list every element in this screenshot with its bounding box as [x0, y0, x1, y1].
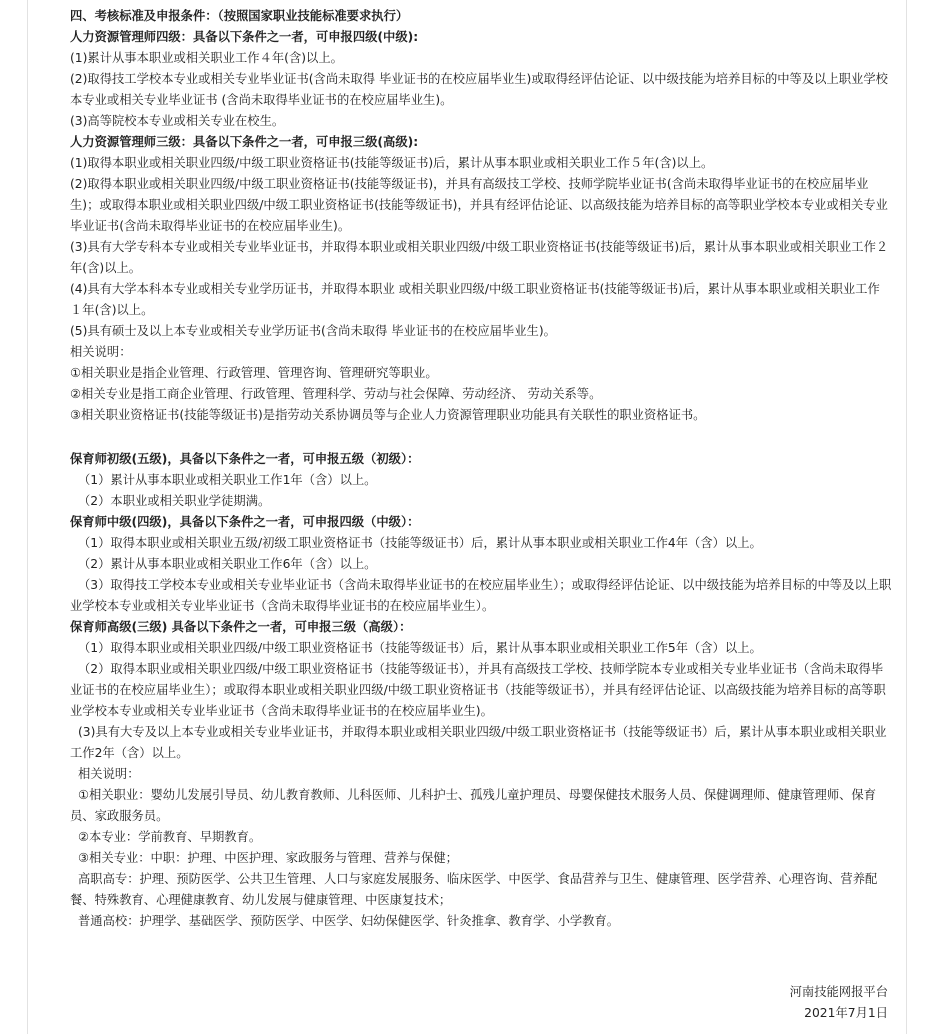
section-heading: 保育师初级(五级)，具备以下条件之一者，可申报五级（初级）：	[70, 452, 420, 466]
section-gap	[70, 426, 892, 449]
footer-source: 河南技能网报平台	[789, 985, 888, 999]
condition-paragraph: （1）取得本职业或相关职业四级/中级工职业资格证书（技能等级证书）后，累计从事本职业或相关职业工作5年（含）以上。	[78, 641, 762, 655]
condition-paragraph: (3)高等院校本专业或相关专业在校生。	[70, 114, 285, 128]
condition-paragraph: ①相关职业：婴幼儿发展引导员、幼儿教育教师、儿科医师、儿科护士、孤残儿童护理员、母婴保健技术服务人员、保健调理师、健康管理师、保育员、家政服务员。	[70, 788, 877, 823]
document-section	[70, 449, 892, 932]
condition-paragraph: 高职高专：护理、预防医学、公共卫生管理、人口与家庭发展服务、临床医学、中医学、食品营养与卫生、健康管理、医学营养、心理咨询、营养配餐、特殊教育、心理健康教育、幼儿发展与健康管理、中医康复技术；	[70, 872, 878, 907]
condition-paragraph: 相关说明：	[70, 345, 132, 359]
section-heading: 四、考核标准及申报条件：（按照国家职业技能标准要求执行）	[70, 9, 409, 23]
section-heading: 保育师高级(三级) 具备以下条件之一者，可申报三级（高级）：	[70, 620, 412, 634]
document-body	[70, 6, 892, 932]
condition-paragraph: ②本专业：学前教育、早期教育。	[78, 830, 262, 844]
condition-paragraph: ①相关职业是指企业管理、行政管理、管理咨询、管理研究等职业。	[70, 366, 438, 380]
condition-paragraph: （2）累计从事本职业或相关职业工作6年（含）以上。	[78, 557, 377, 571]
condition-paragraph: (1)累计从事本职业或相关职业工作４年(含)以上。	[70, 51, 343, 65]
condition-paragraph: ③相关专业：中职：护理、中医护理、家政服务与管理、营养与保健；	[78, 851, 458, 865]
document-footer	[790, 982, 888, 1024]
document-section	[70, 6, 892, 426]
condition-paragraph: ③相关职业资格证书(技能等级证书)是指劳动关系协调员等与企业人力资源管理职业功能具有关联性的职业资格证书。	[70, 408, 706, 422]
condition-paragraph: （2）取得本职业或相关职业四级/中级工职业资格证书（技能等级证书），并具有高级技工学校、技师学院本专业或相关专业毕业证书（含尚未取得毕业证书的在校应届毕业生）；或取得本职业或相关职业四级/中级工职业资格证书（技能等级证书），并具有经评估论证、以高级技能为培养目标的高等职业学校本专业或相关专业毕业证书（含尚未取得毕业证书的在校应届毕业生)。	[70, 662, 886, 718]
condition-paragraph: (4)具有大学本科本专业或相关专业学历证书，并取得本职业 或相关职业四级/中级工职业资格证书(技能等级证书)后，累计从事本职业或相关职业工作１年(含)以上。	[70, 282, 880, 317]
condition-paragraph: (3)具有大学专科本专业或相关专业毕业证书，并取得本职业或相关职业四级/中级工职业资格证书(技能等级证书)后，累计从事本职业或相关职业工作２年(含)以上。	[70, 240, 889, 275]
condition-paragraph: (3)具有大专及以上本专业或相关专业毕业证书，并取得本职业或相关职业四级/中级工职业资格证书（技能等级证书）后，累计从事本职业或相关职业工作2年（含）以上。	[70, 725, 887, 760]
section-heading: 人力资源管理师三级：具备以下条件之一者，可申报三级(高级):	[70, 135, 419, 149]
condition-paragraph: (1)取得本职业或相关职业四级/中级工职业资格证书(技能等级证书)后，累计从事本职业或相关职业工作５年(含)以上。	[70, 156, 714, 170]
condition-paragraph: (2)取得技工学校本专业或相关专业毕业证书(含尚未取得 毕业证书的在校应届毕业生)或取得经评估论证、以中级技能为培养目标的中等及以上职业学校本专业或相关专业毕业证书 (含尚未取得毕业证书的在校应届毕业生)。	[70, 72, 888, 107]
condition-paragraph: 普通高校：护理学、基础医学、预防医学、中医学、妇幼保健医学、针灸推拿、教育学、小学教育。	[78, 914, 620, 928]
section-heading: 保育师中级(四级)，具备以下条件之一者，可申报四级（中级）：	[70, 515, 420, 529]
condition-paragraph: ②相关专业是指工商企业管理、行政管理、管理科学、劳动与社会保障、劳动经济、 劳动关系等。	[70, 387, 602, 401]
footer-date: 2021年7月1日	[804, 1006, 888, 1020]
condition-paragraph: (5)具有硕士及以上本专业或相关专业学历证书(含尚未取得 毕业证书的在校应届毕业生)。	[70, 324, 556, 338]
section-heading: 人力资源管理师四级：具备以下条件之一者，可申报四级(中级):	[70, 30, 419, 44]
condition-paragraph: （1）累计从事本职业或相关职业工作1年（含）以上。	[78, 473, 377, 487]
condition-paragraph: （2）本职业或相关职业学徒期满。	[78, 494, 271, 508]
condition-paragraph: (2)取得本职业或相关职业四级/中级工职业资格证书(技能等级证书)，并具有高级技工学校、技师学院毕业证书(含尚未取得毕业证书的在校应届毕业生)；或取得本职业或相关职业四级/中级工职业资格证书(技能等级证书)，并具有经评估论证、以高级技能为培养目标的高等职业学校本专业或相关专业毕业证书(含尚未取得毕业证书的在校应届毕业生)。	[70, 177, 888, 233]
condition-paragraph: 相关说明：	[78, 767, 140, 781]
condition-paragraph: （3）取得技工学校本专业或相关专业毕业证书（含尚未取得毕业证书的在校应届毕业生）；或取得经评估论证、以中级技能为培养目标的中等及以上职业学校本专业或相关专业毕业证书（含尚未取得毕业证书的在校应届毕业生）。	[70, 578, 892, 613]
condition-paragraph: （1）取得本职业或相关职业五级/初级工职业资格证书（技能等级证书）后，累计从事本职业或相关职业工作4年（含）以上。	[78, 536, 762, 550]
